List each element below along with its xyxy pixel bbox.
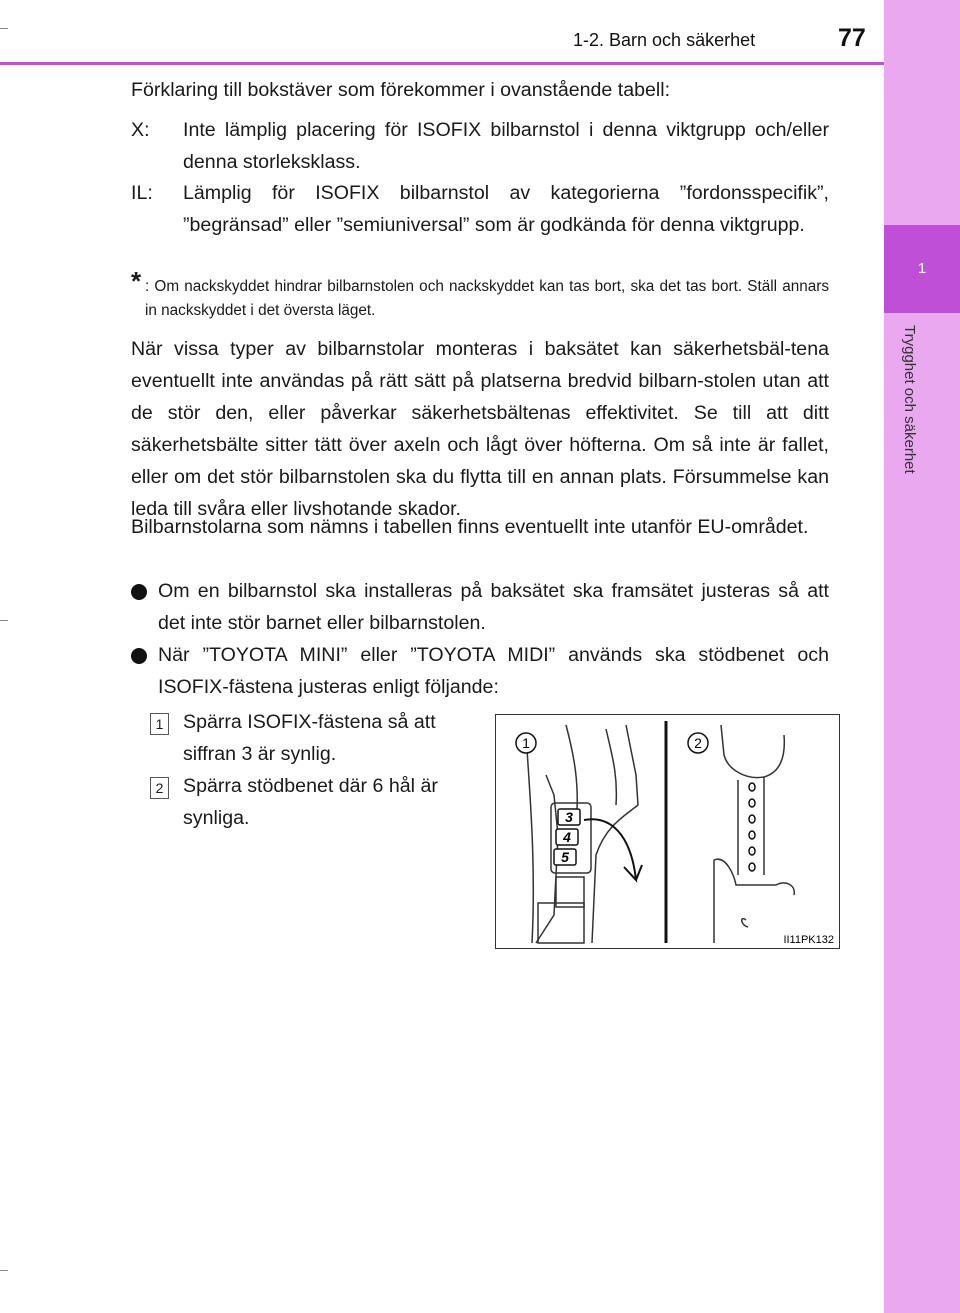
footnote-marker: * bbox=[131, 266, 142, 296]
isofix-illustration bbox=[495, 714, 840, 949]
step-number: 2 bbox=[150, 777, 169, 799]
definition-key: X: bbox=[131, 119, 150, 141]
isofix-digit: 5 bbox=[561, 849, 569, 865]
figure-code: II11PK132 bbox=[783, 934, 834, 946]
bullet-icon bbox=[131, 584, 147, 600]
intro-text: Förklaring till bokstäver som förekommer i ovanstående tabell: bbox=[131, 79, 671, 101]
step-text: Spärra ISOFIX-fästena så att siffran 3 är synlig. bbox=[183, 711, 436, 765]
paragraph-eu: Bilbarnstolarna som nämns i tabellen finns eventuellt inte utanför EU-området. bbox=[131, 516, 809, 538]
section-title: 1-2. Barn och säkerhet bbox=[573, 30, 756, 50]
step-number: 1 bbox=[150, 713, 169, 735]
bullet-text: När ”TOYOTA MINI” eller ”TOYOTA MIDI” används ska stödbenet och ISOFIX-fästena justeras enligt följande: bbox=[158, 644, 829, 698]
isofix-digit: 3 bbox=[565, 809, 573, 825]
page-number: 77 bbox=[838, 24, 866, 52]
callout-number: 2 bbox=[694, 735, 702, 751]
step-text: Spärra stödbenet där 6 hål är synliga. bbox=[183, 775, 438, 829]
footnote-text: : Om nackskyddet hindrar bilbarnstolen och nackskyddet kan tas bort, ska det tas bort. Ställ annars in nackskyddet i det översta läget. bbox=[145, 278, 829, 319]
chapter-title: Trygghet och säkerhet bbox=[901, 325, 918, 474]
bullet-text: Om en bilbarnstol ska installeras på baksätet ska framsätet justeras så att det inte stör barnet eller bilbarnstolen. bbox=[158, 580, 829, 634]
definition-text: Lämplig för ISOFIX bilbarnstol av kategorierna ”fordonsspecifik”, ”begränsad” eller ”semiuniversal” som är godkända för denna viktgrupp. bbox=[183, 182, 829, 236]
definition-key: IL: bbox=[131, 182, 153, 204]
definition-text: Inte lämplig placering för ISOFIX bilbarnstol i denna viktgrupp och/eller denna storleksklass. bbox=[183, 119, 829, 173]
paragraph-seatbelt: När vissa typer av bilbarnstolar monteras i baksätet kan säkerhetsbäl-tena eventuellt inte användas på rätt sätt på platserna bredvid bilbarn-stolen utan att de stör den, eller påverkar säkerhetsbältenas effektivitet. Se till att ditt säkerhetsbälte sitter tätt över axeln och lågt över höfterna. Om så inte är fallet, eller om det stör bilbarnstolen ska du flytta till en annan plats. Försummelse kan leda till svåra eller livshotande skador. bbox=[131, 338, 829, 520]
isofix-digit: 4 bbox=[563, 829, 571, 845]
crop-mark bbox=[0, 28, 8, 29]
crop-mark bbox=[0, 620, 8, 621]
callout-number: 1 bbox=[522, 735, 530, 751]
bullet-icon bbox=[131, 648, 147, 664]
chapter-number-tab: 1 bbox=[884, 225, 960, 313]
illustration-drawing bbox=[496, 715, 839, 948]
chapter-sidebar bbox=[884, 0, 960, 1313]
header-rule bbox=[0, 62, 884, 65]
crop-mark bbox=[0, 1270, 8, 1271]
